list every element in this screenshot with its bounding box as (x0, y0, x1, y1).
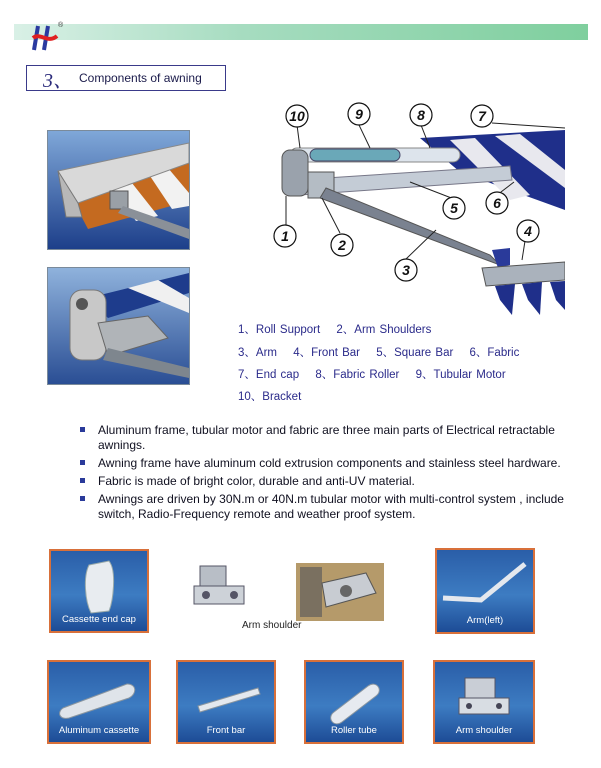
legend-item: 10、Bracket (238, 391, 302, 403)
tile-label: Cassette end cap (62, 614, 136, 625)
bullet-item (78, 474, 578, 489)
arm-shoulder-mounted-photo (296, 563, 384, 621)
tile-label: Aluminum cassette (58, 725, 140, 736)
callout-5-label: 5 (450, 200, 458, 216)
bullet-item (78, 423, 578, 453)
product-tile-cassette-end-cap (49, 549, 149, 633)
bullet-item (78, 456, 578, 471)
callout-2-label: 2 (338, 237, 346, 253)
tile-label: Roller tube (331, 725, 377, 736)
legend-item: 7、End cap (238, 369, 300, 381)
product-tile-aluminum-cassette (47, 660, 151, 744)
awning-cassette-photo (47, 130, 190, 250)
legend-item: 2、Arm Shoulders (336, 324, 432, 336)
callout-6-label: 6 (493, 195, 501, 211)
arm-shoulder-photo (47, 267, 190, 385)
legend-item: 6、Fabric (469, 347, 520, 359)
legend-item: 9、Tubular Motor (415, 369, 506, 381)
tubular-motor-shape (310, 149, 400, 161)
section-title-box (26, 65, 226, 91)
awning-components-diagram (260, 100, 565, 325)
legend-row (238, 321, 443, 337)
callout-7-label: 7 (478, 108, 486, 124)
legend-item: 4、Front Bar (293, 347, 361, 359)
roll-support-shape (282, 150, 308, 196)
product-tile-front-bar (176, 660, 276, 744)
product-tile-roller-tube (304, 660, 404, 744)
arm-shoulder-part-photo (186, 560, 256, 620)
bullet-square-icon (80, 478, 85, 483)
tile-label: Arm(left) (466, 615, 504, 626)
tile-label: Arm shoulder (455, 725, 513, 736)
legend-item: 8、Fabric Roller (315, 369, 400, 381)
legend-row (238, 344, 531, 360)
header-band (14, 24, 588, 40)
legend-item: 3、Arm (238, 347, 277, 359)
callout-3-label: 3 (402, 262, 410, 278)
bullet-square-icon (80, 496, 85, 501)
legend-item: 5、Square Bar (376, 347, 454, 359)
bullet-item (78, 492, 578, 522)
product-tile-arm-left (435, 548, 535, 634)
brand-logo (30, 22, 60, 54)
bullet-square-icon (80, 460, 85, 465)
bullet-text: Aluminum frame, tubular motor and fabric are three main parts of Electrical retractable awnings. (98, 423, 555, 452)
bullet-square-icon (80, 427, 85, 432)
legend-row (238, 366, 518, 382)
feature-bullet-list (78, 423, 578, 525)
bullet-text: Fabric is made of bright color, durable and anti-UV material. (98, 474, 415, 488)
bullet-text: Awnings are driven by 30N.m or 40N.m tubular motor with multi-control system , include switch, Radio-Frequency remote and weather proof system. (98, 492, 564, 521)
tile-label: Front bar (206, 725, 246, 736)
registered-mark: ® (58, 22, 64, 29)
section-title: Components of awning (79, 71, 202, 85)
callout-8-label: 8 (417, 107, 425, 123)
legend-row (238, 388, 313, 404)
section-number: 3、 (43, 69, 73, 92)
callout-1-label: 1 (281, 228, 289, 244)
callout-9-label: 9 (355, 106, 363, 122)
product-tile-arm-shoulder (433, 660, 535, 744)
arm-shoulder-caption: Arm shoulder (242, 620, 302, 631)
callout-4-label: 4 (524, 223, 532, 239)
callout-10-label: 10 (289, 108, 305, 124)
legend-item: 1、Roll Support (238, 324, 321, 336)
bullet-text: Awning frame have aluminum cold extrusion components and stainless steel hardware. (98, 456, 561, 470)
